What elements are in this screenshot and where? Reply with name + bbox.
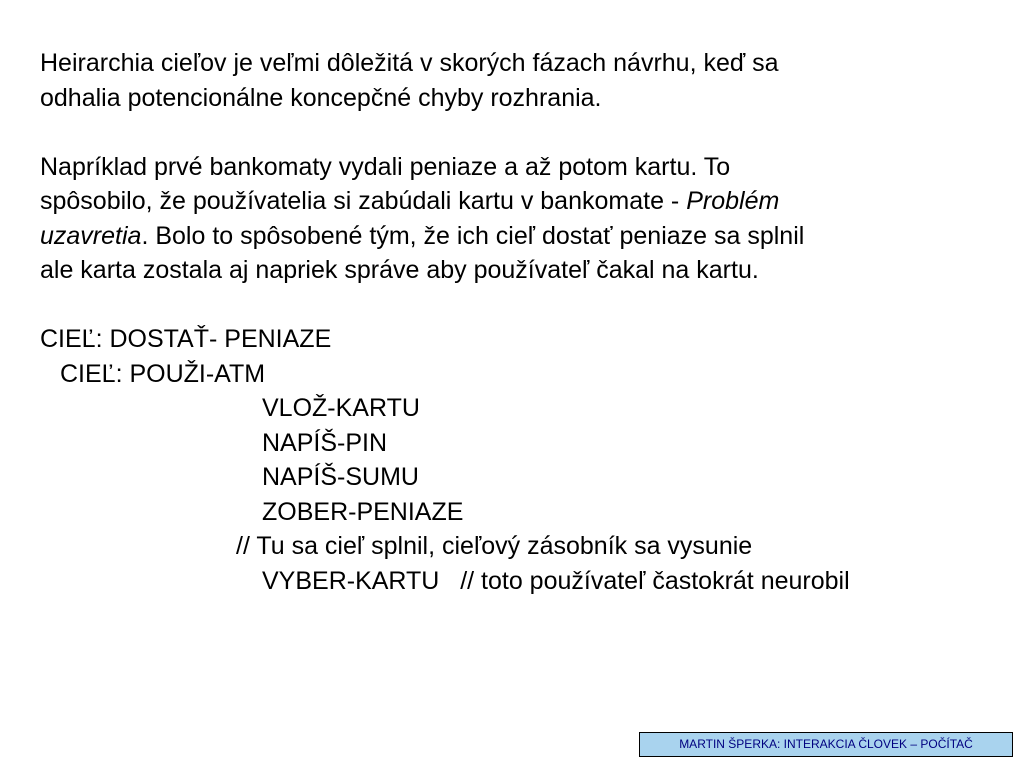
example-line-1: Napríklad prvé bankomaty vydali peniaze a až potom kartu. To	[40, 152, 731, 181]
goal-stack-comment: // Tu sa cieľ splnil, cieľový zásobník sa vysunie	[236, 532, 753, 560]
example-paragraph	[40, 150, 1000, 288]
example-line-2	[40, 184, 1000, 219]
paragraph-spacer	[40, 115, 1000, 150]
example-line-3-text: . Bolo to spôsobené tým, že ich cieľ dostať peniaze sa splnil	[141, 221, 805, 250]
footer-author-label: MARTIN ŠPERKA: INTERAKCIA ČLOVEK – POČÍTAČ	[639, 732, 1013, 757]
example-line-2-text: spôsobilo, že používatelia si zabúdali kartu v bankomate -	[40, 187, 687, 215]
step-enter-amount: NAPÍŠ-SUMU	[262, 463, 419, 491]
step-take-money: ZOBER-PENIAZE	[262, 497, 464, 526]
intro-paragraph	[40, 46, 1000, 115]
step-insert-card: VLOŽ-KARTU	[262, 394, 420, 422]
step-enter-pin: NAPÍŠ-PIN	[262, 428, 388, 457]
intro-line-2: odhalia potencionálne koncepčné chyby rozhrania.	[40, 83, 602, 112]
goal-hierarchy	[40, 322, 1000, 598]
paragraph-spacer	[40, 288, 1000, 323]
example-line-4: ale karta zostala aj napriek správe aby používateľ čakal na kartu.	[40, 256, 759, 284]
step-take-card: VYBER-KARTU // toto používateľ častokrát neurobil	[262, 566, 850, 595]
problem-term-start: Problém	[686, 187, 780, 215]
top-goal: CIEĽ: DOSTAŤ- PENIAZE	[40, 325, 332, 353]
slide-content	[40, 46, 1000, 598]
problem-term-end: uzavretia	[40, 221, 142, 250]
intro-line-1: Heirarchia cieľov je veľmi dôležitá v skorých fázach návrhu, keď sa	[40, 49, 779, 77]
subgoal: CIEĽ: POUŽI-ATM	[60, 359, 266, 388]
example-line-3	[40, 219, 1000, 254]
